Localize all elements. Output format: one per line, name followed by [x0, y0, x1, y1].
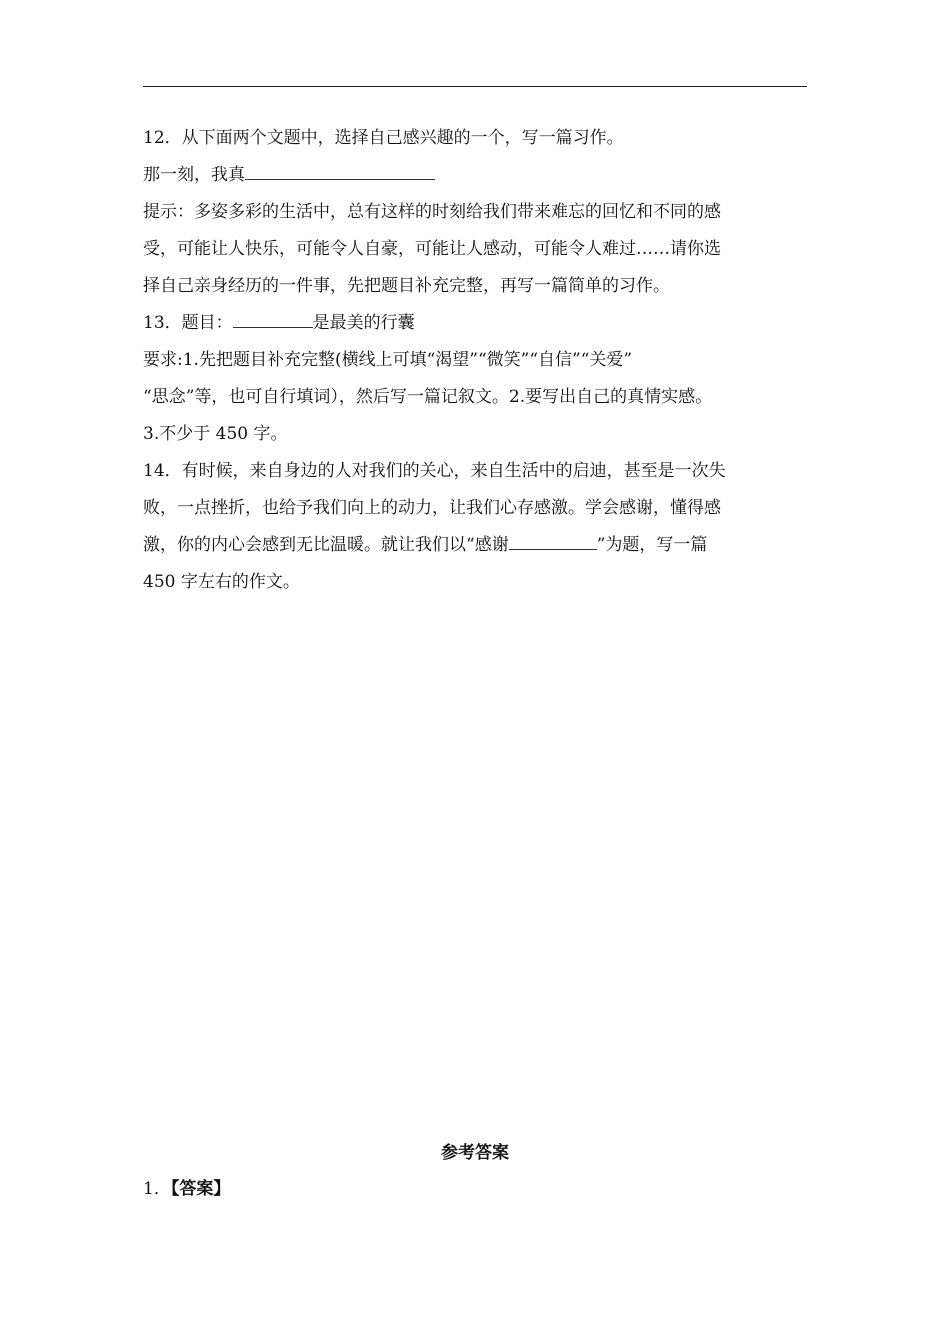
- q14-line3-prefix: 激，你的内心会感到无比温暖。就让我们以“感谢: [143, 535, 509, 555]
- q12-hint-line: 择自己亲身经历的一件事，先把题目补充完整，再写一篇简单的习作。: [143, 276, 670, 296]
- answer-item-number: 1．: [143, 1179, 171, 1199]
- q12-prompt: 12．从下面两个文题中，选择自己感兴趣的一个，写一篇习作。: [143, 128, 624, 148]
- q14-line3-suffix: ”为题，写一篇: [596, 535, 708, 555]
- q12-title-blank: [245, 157, 435, 180]
- answer-item-tag: 【答案】: [170, 1179, 231, 1199]
- q14-line: 败，一点挫折，也给予我们向上的动力，让我们心存感激。学会感谢，懂得感: [143, 498, 721, 518]
- questions-section: [143, 120, 823, 601]
- q14-title-line: [143, 527, 823, 564]
- q14-line: 450 字左右的作文。: [143, 572, 300, 592]
- q13-requirement-line: 要求:1.先把题目补充完整(横线上可填“渴望”“微笑”“自信”“关爱”: [143, 350, 633, 370]
- q12-hint-line: 受，可能让人快乐，可能令人自豪，可能让人感动，可能令人难过……请你选: [143, 239, 721, 259]
- q13-requirement-line: “思念”等，也可自行填词），然后写一篇记叙文。2.要写出自己的真情实感。: [143, 387, 713, 407]
- q13-suffix: 是最美的行囊: [312, 313, 415, 333]
- q14-title-blank: [509, 527, 597, 550]
- header-rule: [143, 86, 807, 87]
- answer-item: [143, 1174, 230, 1204]
- answers-heading: 参考答案: [441, 1143, 509, 1163]
- q13-title-blank: [233, 305, 313, 328]
- q13-requirement-line: 3.不少于 450 字。: [143, 424, 288, 444]
- q14-line: 14．有时候，来自身边的人对我们的关心，来自生活中的启迪，甚至是一次失: [143, 461, 726, 481]
- q12-title-line: [143, 157, 823, 194]
- q13-title-line: [143, 305, 823, 342]
- q12-title-prefix: 那一刻，我真: [143, 165, 245, 185]
- q13-prefix: 13．题目：: [143, 313, 233, 333]
- q12-hint-line: 提示：多姿多彩的生活中，总有这样的时刻给我们带来难忘的回忆和不同的感: [143, 202, 721, 222]
